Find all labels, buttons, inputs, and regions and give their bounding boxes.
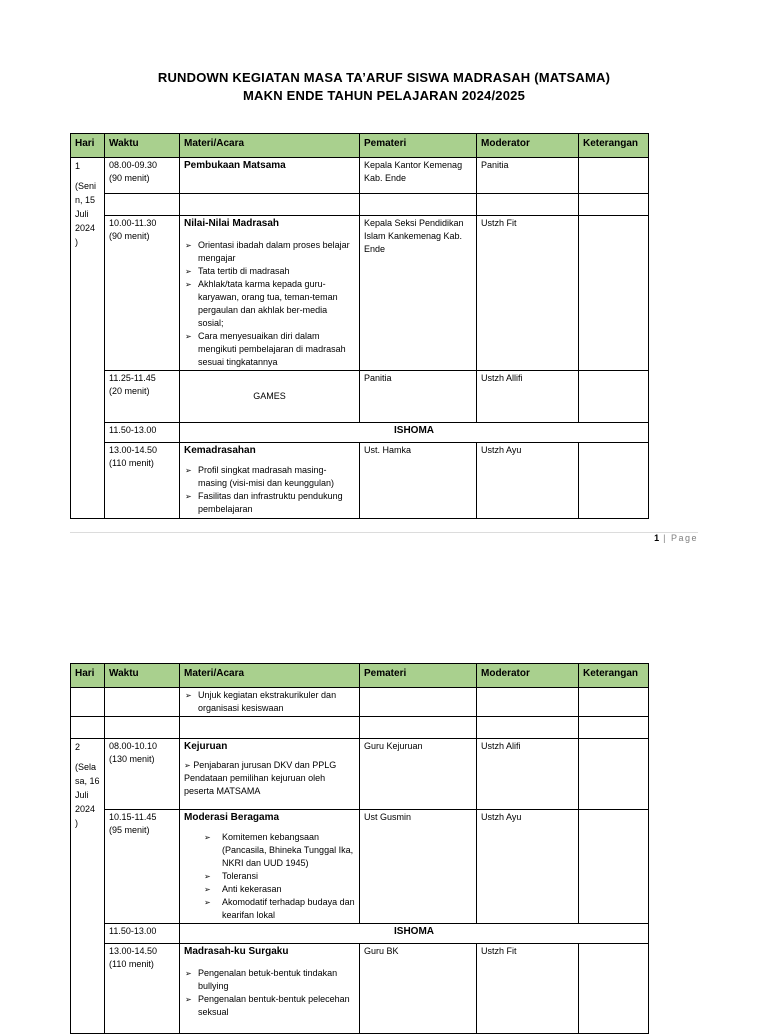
list-item: ➢ Pengenalan bentuk-bentuk pelecehan seksual [198,993,355,1019]
list-item: ➢ Fasilitas dan infrastruktu pendukung pembelajaran [198,490,355,516]
speaker-cell: Ust Gusmin [360,810,477,924]
header-moderator: Moderator [477,664,579,688]
page-number-value: 1 [654,533,660,543]
day-date: (Seni n, 15 Juli 2024 ) [75,181,97,247]
topic-detail: Pendataan pemilihan kejuruan oleh peserta MATSAMA [184,773,326,796]
break-label: ISHOMA [180,924,649,944]
duration: (130 menit) [109,754,155,764]
duration: (90 menit) [109,231,150,241]
page-label: Page [670,533,698,543]
topic-cell [180,688,360,717]
notes-cell [579,371,649,423]
document-title-line-1: RUNDOWN KEGIATAN MASA TA’ARUF SISWA MADRASAH (MATSAMA) [157,70,611,85]
day-cell [71,158,105,519]
table-row [71,944,649,1034]
table-row [71,158,649,194]
time-range: 08.00-09.30 [109,160,158,170]
time-cell [105,944,180,1034]
topic-title: Kejuruan [184,741,228,752]
time-cell: 11.50-13.00 [105,423,180,443]
table-row [71,216,649,371]
table-row [71,371,649,423]
header-pemateri: Pemateri [360,664,477,688]
header-keterangan: Keterangan [579,134,649,158]
day-date: (Sela sa, 16 Juli 2024 ) [75,762,100,828]
moderator-cell: Ustzh Ayu [477,810,579,924]
header-materi: Materi/Acara [180,134,360,158]
notes-cell [579,216,649,371]
header-keterangan: Keterangan [579,664,649,688]
table-header-row [71,664,649,688]
list-item: ➢ Profil singkat madrasah masing-masing (visi-misi dan keunggulan) [198,464,355,490]
notes-cell [579,810,649,924]
topic-title: Madrasah-ku Surgaku [184,946,289,957]
topic-list [184,239,355,369]
duration: (95 menit) [109,825,150,835]
rundown-table-page-1 [70,133,649,519]
duration: (20 menit) [109,386,150,396]
header-waktu: Waktu [105,664,180,688]
topic-title: GAMES [253,391,286,401]
header-hari: Hari [71,664,105,688]
topic-list [184,967,355,1019]
time-range: 08.00-10.10 [109,741,158,751]
time-cell [105,216,180,371]
speaker-cell: Panitia [360,371,477,423]
list-item: ➢ Toleransi [222,870,355,883]
list-item: ➢ Anti kekerasan [222,883,355,896]
speaker-cell: Ust. Hamka [360,443,477,519]
topic-title: Kemadrasahan [184,445,256,456]
moderator-cell: Panitia [477,158,579,194]
time-cell [105,739,180,810]
header-moderator: Moderator [477,134,579,158]
topic-cell [180,944,360,1034]
speaker-cell: Kepala Seksi Pendidikan Islam Kankemenag Kab. Ende [360,216,477,371]
header-materi: Materi/Acara [180,664,360,688]
notes-cell [579,944,649,1034]
notes-cell [579,158,649,194]
list-item: ➢ Cara menyesuaikan diri dalam mengikuti pembelajaran di madrasah sesuai tingkatannya [198,330,355,369]
duration: (110 menit) [109,959,154,969]
time-range: 10.00-11.30 [109,218,157,228]
time-cell [105,158,180,194]
list-item: ➢ Pengenalan betuk-bentuk tindakan bullying [198,967,355,993]
document-title-line-2: MAKN ENDE TAHUN PELAJARAN 2024/2025 [243,88,525,103]
topic-detail: ➢ Penjabaran jurusan DKV dan PPLG [184,760,337,770]
time-range: 11.25-11.45 [109,373,156,383]
topic-list [184,689,355,715]
topic-list [184,464,355,516]
topic-title: Nilai-Nilai Madrasah [184,218,280,229]
header-waktu: Waktu [105,134,180,158]
break-label: ISHOMA [180,423,649,443]
list-item: ➢ Akomodatif terhadap budaya dan kearifan lokal [222,896,355,922]
topic-list [184,831,355,922]
topic-cell [180,810,360,924]
table-row [71,810,649,924]
speaker-cell: Guru BK [360,944,477,1034]
table-row [71,443,649,519]
list-item: ➢ Unjuk kegiatan ekstrakurikuler dan organisasi kesiswaan [198,689,355,715]
speaker-cell: Guru Kejuruan [360,739,477,810]
time-cell [105,443,180,519]
day-number: 1 [75,161,81,171]
moderator-cell: Ustzh Fit [477,216,579,371]
time-range: 13.00-14.50 [109,946,158,956]
time-cell: 11.50-13.00 [105,924,180,944]
table-row-empty [71,717,649,739]
list-item: ➢ Komitemen kebangsaan (Pancasila, Bhineka Tunggal Ika, NKRI dan UUD 1945) [222,831,355,870]
topic-title: Pembukaan Matsama [184,160,286,171]
topic-cell [180,443,360,519]
table-row-break [71,924,649,944]
notes-cell [579,443,649,519]
time-range: 10.15-11.45 [109,812,157,822]
moderator-cell: Ustzh Alifi [477,739,579,810]
speaker-cell: Kepala Kantor Kemenag Kab. Ende [360,158,477,194]
duration: (110 menit) [109,458,154,468]
topic-title: Moderasi Beragama [184,812,280,823]
notes-cell [579,739,649,810]
list-item: ➢ Tata tertib di madrasah [198,265,355,278]
table-row-break [71,423,649,443]
page-number [654,533,698,543]
duration: (90 menit) [109,173,150,183]
topic-cell [180,371,360,423]
time-cell [105,371,180,423]
list-item: ➢ Orientasi ibadah dalam proses belajar mengajar [198,239,355,265]
page-separator: | [659,533,671,543]
table-row [71,688,649,717]
table-row [71,739,649,810]
topic-cell [180,158,360,194]
day-cell [71,739,105,1034]
moderator-cell: Ustzh Fit [477,944,579,1034]
header-pemateri: Pemateri [360,134,477,158]
table-row-empty [71,194,649,216]
table-header-row [71,134,649,158]
rundown-table-page-2 [70,663,649,1034]
day-number: 2 [75,742,81,752]
moderator-cell: Ustzh Allifi [477,371,579,423]
topic-cell [180,216,360,371]
list-item: ➢ Akhlak/tata karma kepada guru-karyawan, orang tua, teman-teman pergaulan dan akhlak ber-media sosial; [198,278,355,330]
footer-divider [70,532,698,533]
topic-cell [180,739,360,810]
time-cell [105,810,180,924]
time-range: 13.00-14.50 [109,445,158,455]
header-hari: Hari [71,134,105,158]
moderator-cell: Ustzh Ayu [477,443,579,519]
